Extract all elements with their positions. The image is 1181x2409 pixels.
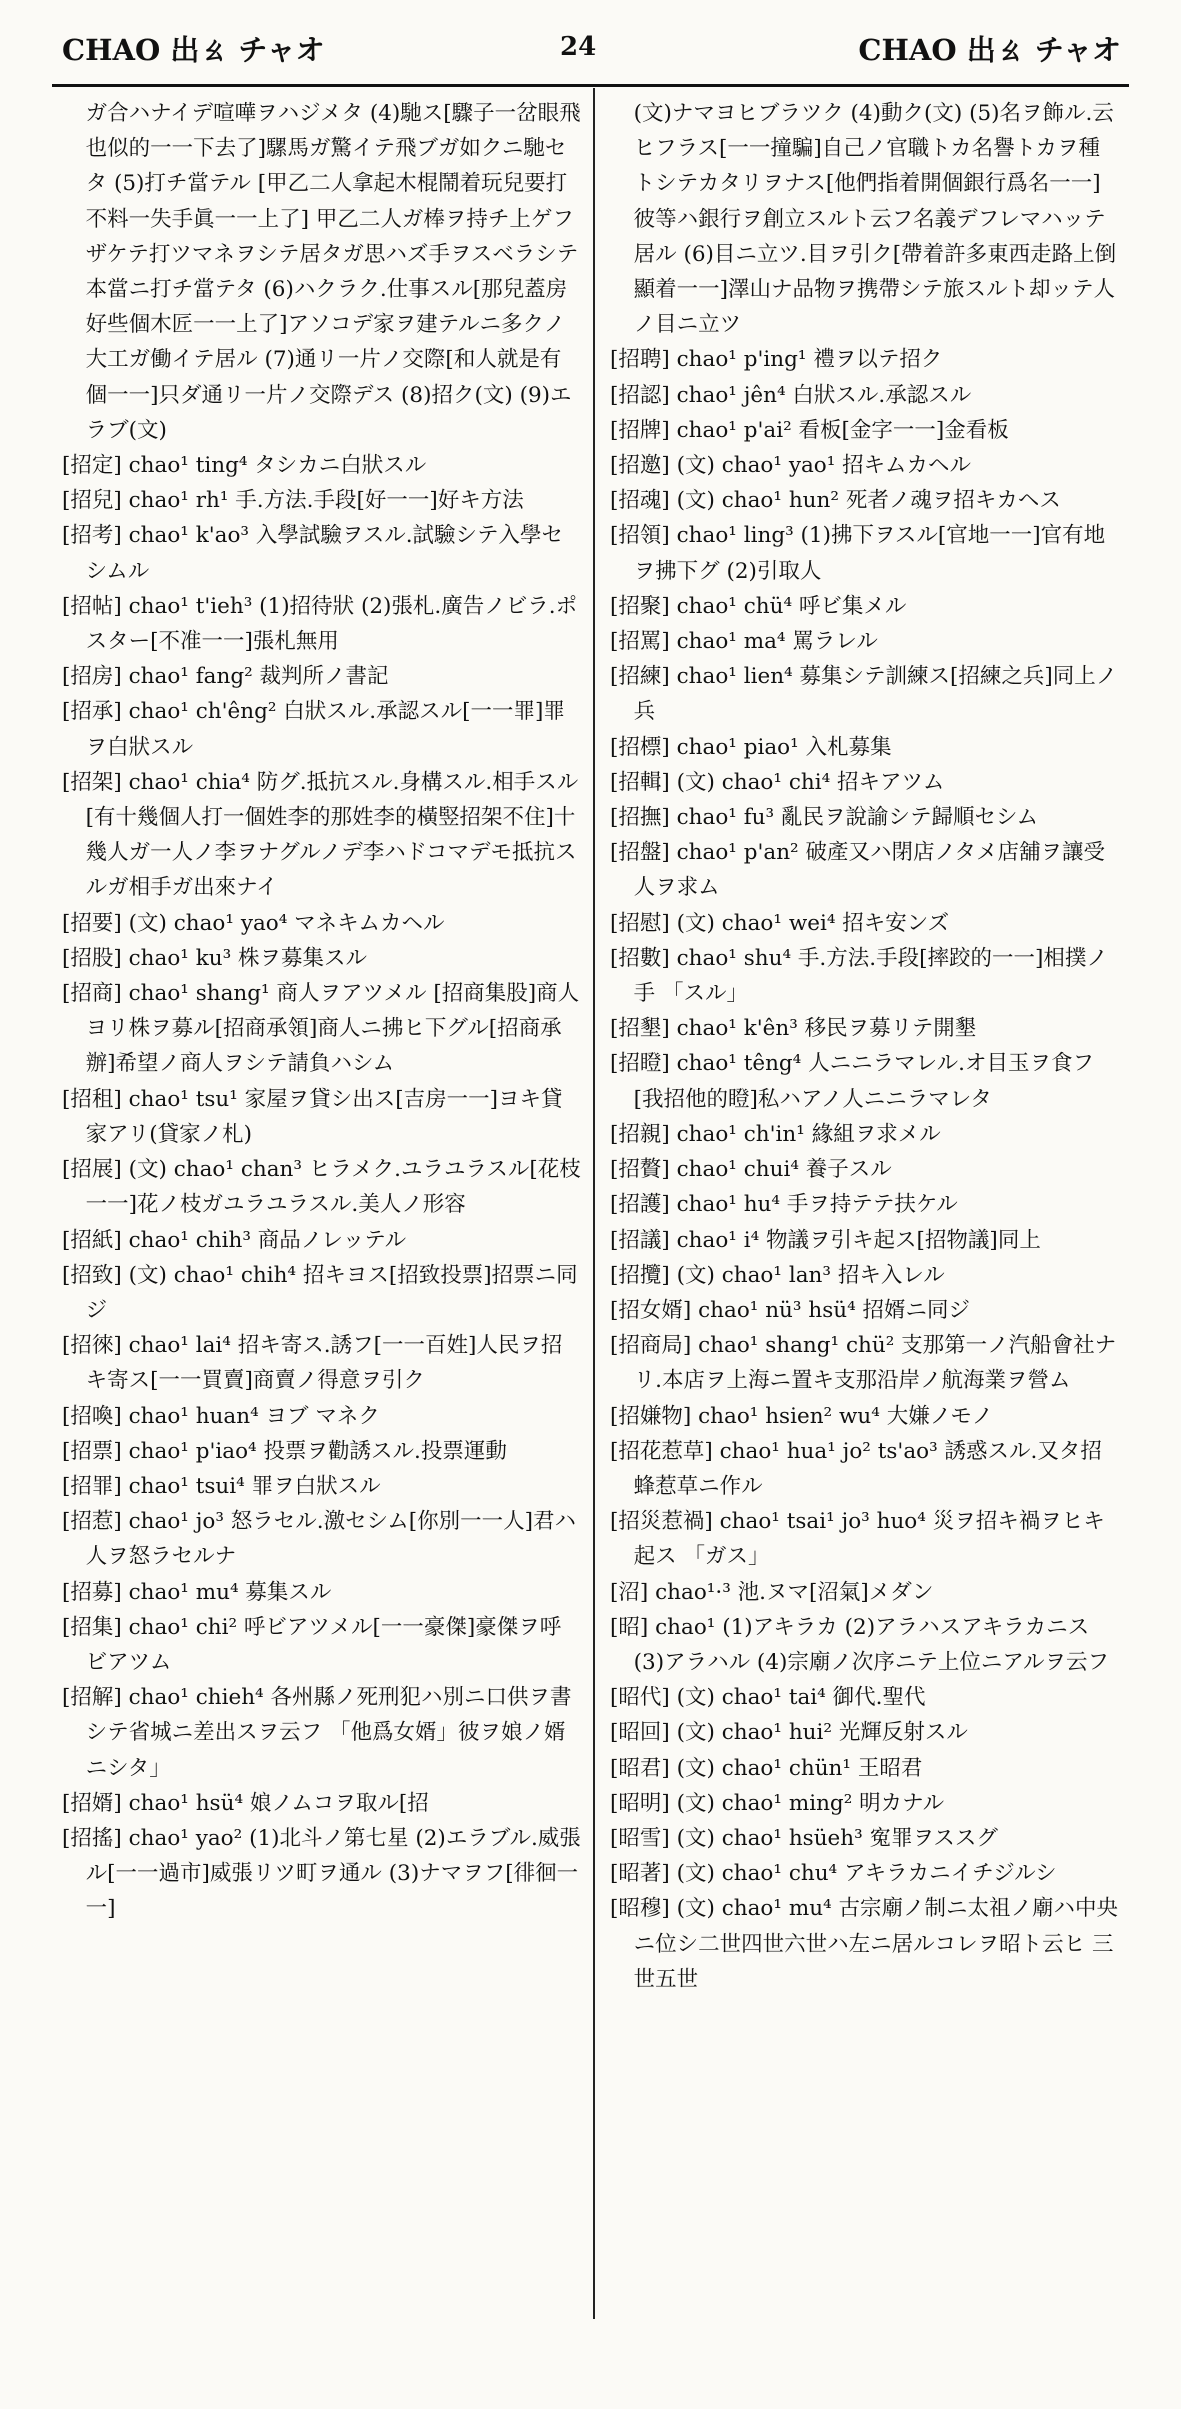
dictionary-entry: [招瞪] chao¹ têng⁴ 人ニニラマレル.オ目玉ヲ食フ[我招他的瞪]私ハアノ人ニニラマレタ <box>610 1051 1094 1112</box>
dictionary-entry: [招喚] chao¹ huan⁴ ヨブ マネク <box>62 1403 380 1429</box>
dictionary-entry: (文)ナマヨヒブラツク (4)動ク(文) (5)名ヲ飾ル.云ヒフラス[一一撞騙]自己ノ官職トカ名譽トカヲ種トシテカタリヲナス[他們指着開個銀行爲名一一]彼等ハ銀行ヲ創立スルト云フ名義デフレマハッテ居ル (6)目ニ立ツ.目ヲ引ク[帶着許多東西走路上倒顯着一一]澤山ナ品物ヲ携帶シテ旅スルト却ッテ人ノ目ニ立ツ <box>633 101 1117 338</box>
dictionary-entry: [招致] (文) chao¹ chih⁴ 招キヨス[招致投票]招票ニ同ジ <box>62 1262 578 1323</box>
dictionary-entry: [招考] chao¹ k'ao³ 入學試驗ヲスル.試驗シテ入學セシムル <box>62 523 564 584</box>
dictionary-entry: [招墾] chao¹ k'ên³ 移民ヲ募リテ開墾 <box>610 1016 977 1042</box>
dictionary-entry: [昭代] (文) chao¹ tai⁴ 御代.聖代 <box>610 1685 926 1711</box>
dictionary-entry: [招紙] chao¹ chih³ 商品ノレッテル <box>62 1227 407 1253</box>
dictionary-entry: [沼] chao¹·³ 池.ヌマ[沼氣]メダン <box>610 1579 934 1605</box>
dictionary-entry: [招架] chao¹ chia⁴ 防グ.抵抗スル.身構スル.相手スル[有十幾個人打一個姓李的那姓李的橫竪招架不住]十幾人ガ一人ノ李ヲナグルノデ李ハドコマデモ抵抗スルガ相手ガ出來ナイ <box>62 769 579 901</box>
dictionary-entry: [招盤] chao¹ p'an² 破產又ハ閉店ノタメ店舖ヲ讓受人ヲ求ム <box>610 840 1106 901</box>
dictionary-entry: [昭回] (文) chao¹ hui² 光輝反射スル <box>610 1720 968 1746</box>
dictionary-entry: [招租] chao¹ tsu¹ 家屋ヲ貸シ出ス[吉房一一]ヨキ貸家アリ(貸家ノ札) <box>62 1086 563 1147</box>
dictionary-entry: [招商局] chao¹ shang¹ chü² 支那第一ノ汽船會社ナリ.本店ヲ上海ニ置キ支那沿岸ノ航海業ヲ營ム <box>610 1333 1117 1394</box>
dictionary-entry: [招承] chao¹ ch'êng² 白狀スル.承認スル[一一罪]罪ヲ白狀スル <box>62 699 565 760</box>
dictionary-entry: [招嫌物] chao¹ hsien² wu⁴ 大嫌ノモノ <box>610 1403 994 1429</box>
dictionary-entry: [招認] chao¹ jên⁴ 白狀スル.承認スル <box>610 382 972 408</box>
running-head-right: CHAO 出ㄠ チャオ <box>858 33 1121 67</box>
dictionary-entry: [招婿] chao¹ hsü⁴ 娘ノムコヲ取ル[招 <box>62 1790 429 1816</box>
dictionary-entry: [招房] chao¹ fang² 裁判所ノ書記 <box>62 664 389 690</box>
dictionary-entry: [招徠] chao¹ lai⁴ 招キ寄ス.誘フ[一一百姓]人民ヲ招キ寄ス[一一買賣]商賣ノ得意ヲ引ク <box>62 1333 563 1394</box>
running-head-left: CHAO 出ㄠ チャオ <box>62 33 325 67</box>
right-column <box>610 96 1120 2389</box>
dictionary-entry: [昭明] (文) chao¹ ming² 明カナル <box>610 1790 945 1816</box>
left-column <box>62 96 582 2389</box>
dictionary-entry: [招親] chao¹ ch'in¹ 緣組ヲ求メル <box>610 1121 941 1147</box>
dictionary-entry: [招女婿] chao¹ nü³ hsü⁴ 招婿ニ同ジ <box>610 1297 971 1323</box>
dictionary-entry: [招要] (文) chao¹ yao⁴ マネキムカヘル <box>62 910 445 936</box>
dictionary-entry: [招票] chao¹ p'iao⁴ 投票ヲ勸誘スル.投票運動 <box>62 1438 507 1464</box>
dictionary-entry: [招數] chao¹ shu⁴ 手.方法.手段[摔跤的一一]相撲ノ手 「スル」 <box>610 945 1108 1007</box>
dictionary-entry: [招練] chao¹ lien⁴ 募集シテ訓練ス[招練之兵]同上ノ兵 <box>610 664 1118 725</box>
dictionary-entry: [招集] chao¹ chi² 呼ビアツメル[一一豪傑]豪傑ヲ呼ビアツム <box>62 1614 562 1675</box>
dictionary-entry: [招攬] (文) chao¹ lan³ 招キ入レル <box>610 1262 945 1288</box>
dictionary-entry: [招聘] chao¹ p'ing¹ 禮ヲ以テ招ク <box>610 347 943 373</box>
dictionary-entry: [招撫] chao¹ fu³ 亂民ヲ說諭シテ歸順セシム <box>610 805 1039 831</box>
page-header <box>0 0 1181 80</box>
dictionary-entry: [招罵] chao¹ ma⁴ 罵ラレル <box>610 629 878 655</box>
dictionary-entry: [招兒] chao¹ rh¹ 手.方法.手段[好一一]好キ方法 <box>62 488 524 514</box>
dictionary-entry: [招展] (文) chao¹ chan³ ヒラメク.ユラユラスル[花枝一一]花ノ枝ガユラユラスル.美人ノ形容 <box>62 1157 581 1218</box>
header-rule <box>52 84 1129 87</box>
dictionary-entry: [招贅] chao¹ chui⁴ 養子スル <box>610 1157 892 1183</box>
dictionary-entry: [招解] chao¹ chieh⁴ 各州縣ノ死刑犯ハ別ニ口供ヲ書シテ省城ニ差出スヲ云フ 「他爲女婿」彼ヲ娘ノ婿ニシタ」 <box>62 1685 572 1781</box>
dictionary-entry: [昭著] (文) chao¹ chu⁴ アキラカニイチジルシ <box>610 1861 1057 1887</box>
dictionary-entry: [招牌] chao¹ p'ai² 看板[金字一一]金看板 <box>610 417 1009 443</box>
dictionary-entry: [招標] chao¹ piao¹ 入札募集 <box>610 734 892 760</box>
dictionary-entry: [招股] chao¹ ku³ 株ヲ募集スル <box>62 945 368 971</box>
dictionary-entry: [招搖] chao¹ yao² (1)北斗ノ第七星 (2)エラブル.威張ル[一一過市]威張リツ町ヲ通ル (3)ナマヲフ[徘徊一一] <box>62 1825 581 1922</box>
dictionary-entry: [昭穆] (文) chao¹ mu⁴ 古宗廟ノ制ニ太祖ノ廟ハ中央ニ位シ二世四世六世ハ左ニ居ルコレヲ昭ト云ヒ 三世五世 <box>610 1896 1119 1992</box>
dictionary-entry: [招募] chao¹ mu⁴ 募集スル <box>62 1579 332 1605</box>
dictionary-entry: [招商] chao¹ shang¹ 商人ヲアツメル [招商集股]商人ヨリ株ヲ募ル[招商承領]商人ニ拂ヒ下グル[招商承辦]希望ノ商人ヲシテ請負ハシム <box>62 981 580 1077</box>
dictionary-entry: [招災惹禍] chao¹ tsai¹ jo³ huo⁴ 災ヲ招キ禍ヲヒキ起ス 「ガス」 <box>610 1509 1105 1570</box>
dictionary-entry: [昭] chao¹ (1)アキラカ (2)アラハスアキラカニス (3)アラハル (4)宗廟ノ次序ニテ上位ニアルヲ云フ <box>610 1614 1110 1675</box>
dictionary-entry: ガ合ハナイデ喧嘩ヲハジメタ (4)馳ス[驟子一岔眼飛也似的一一下去了]騾馬ガ驚イテ飛ブガ如クニ馳セタ (5)打チ當テル [甲乙二人拿起木棍鬧着玩兒要打不料一失手眞一一上了] 甲乙二人ガ棒ヲ持チ上ゲフザケテ打ツマネヲシテ居タガ思ハズ手ヲスベラシテ本當ニ打チ當テタ (6)ハクラク.仕事スル[那兒蓋房好些個木匠一一上了]アソコデ家ヲ建テルニ多クノ大工ガ働イテ居ル (7)通リ一片ノ交際[和人就是有個一一]只ダ通リ一片ノ交際デス (8)招ク(文) (9)エラブ(文) <box>85 101 581 443</box>
dictionary-entry: [招議] chao¹ i⁴ 物議ヲ引キ起ス[招物議]同上 <box>610 1227 1041 1253</box>
dictionary-entry: [昭雪] (文) chao¹ hsüeh³ 寃罪ヲススグ <box>610 1825 998 1851</box>
dictionary-entry: [招罪] chao¹ tsui⁴ 罪ヲ白狀スル <box>62 1473 381 1499</box>
dictionary-entry: [招輯] (文) chao¹ chi⁴ 招キアツム <box>610 769 945 795</box>
dictionary-entry: [招慰] (文) chao¹ wei⁴ 招キ安ンズ <box>610 910 950 936</box>
dictionary-entry: [招邀] (文) chao¹ yao¹ 招キムカヘル <box>610 453 971 479</box>
page-number: 24 <box>560 32 597 62</box>
dictionary-entry: [昭君] (文) chao¹ chün¹ 王昭君 <box>610 1755 923 1781</box>
dictionary-entry: [招護] chao¹ hu⁴ 手ヲ持テテ扶ケル <box>610 1192 958 1218</box>
dictionary-entry: [招帖] chao¹ t'ieh³ (1)招待狀 (2)張札.廣告ノビラ.ポスター[不准一一]張札無用 <box>62 593 578 655</box>
dictionary-entry: [招定] chao¹ ting⁴ タシカニ白狀スル <box>62 453 427 479</box>
dictionary-entry: [招聚] chao¹ chü⁴ 呼ビ集メル <box>610 593 907 619</box>
dictionary-entry: [招惹] chao¹ jo³ 怒ラセル.激セシム[你別一一人]君ハ人ヲ怒ラセルナ <box>62 1509 577 1570</box>
dictionary-entry: [招魂] (文) chao¹ hun² 死者ノ魂ヲ招キカヘス <box>610 488 1061 514</box>
dictionary-entry: [招花惹草] chao¹ hua¹ jo² ts'ao³ 誘惑スル.又タ招蜂惹草ニ作ル <box>610 1438 1102 1499</box>
column-divider <box>593 88 595 2319</box>
dictionary-entry: [招領] chao¹ ling³ (1)拂下ヲスル[官地一一]官有地ヲ拂下グ (2)引取人 <box>610 523 1106 584</box>
